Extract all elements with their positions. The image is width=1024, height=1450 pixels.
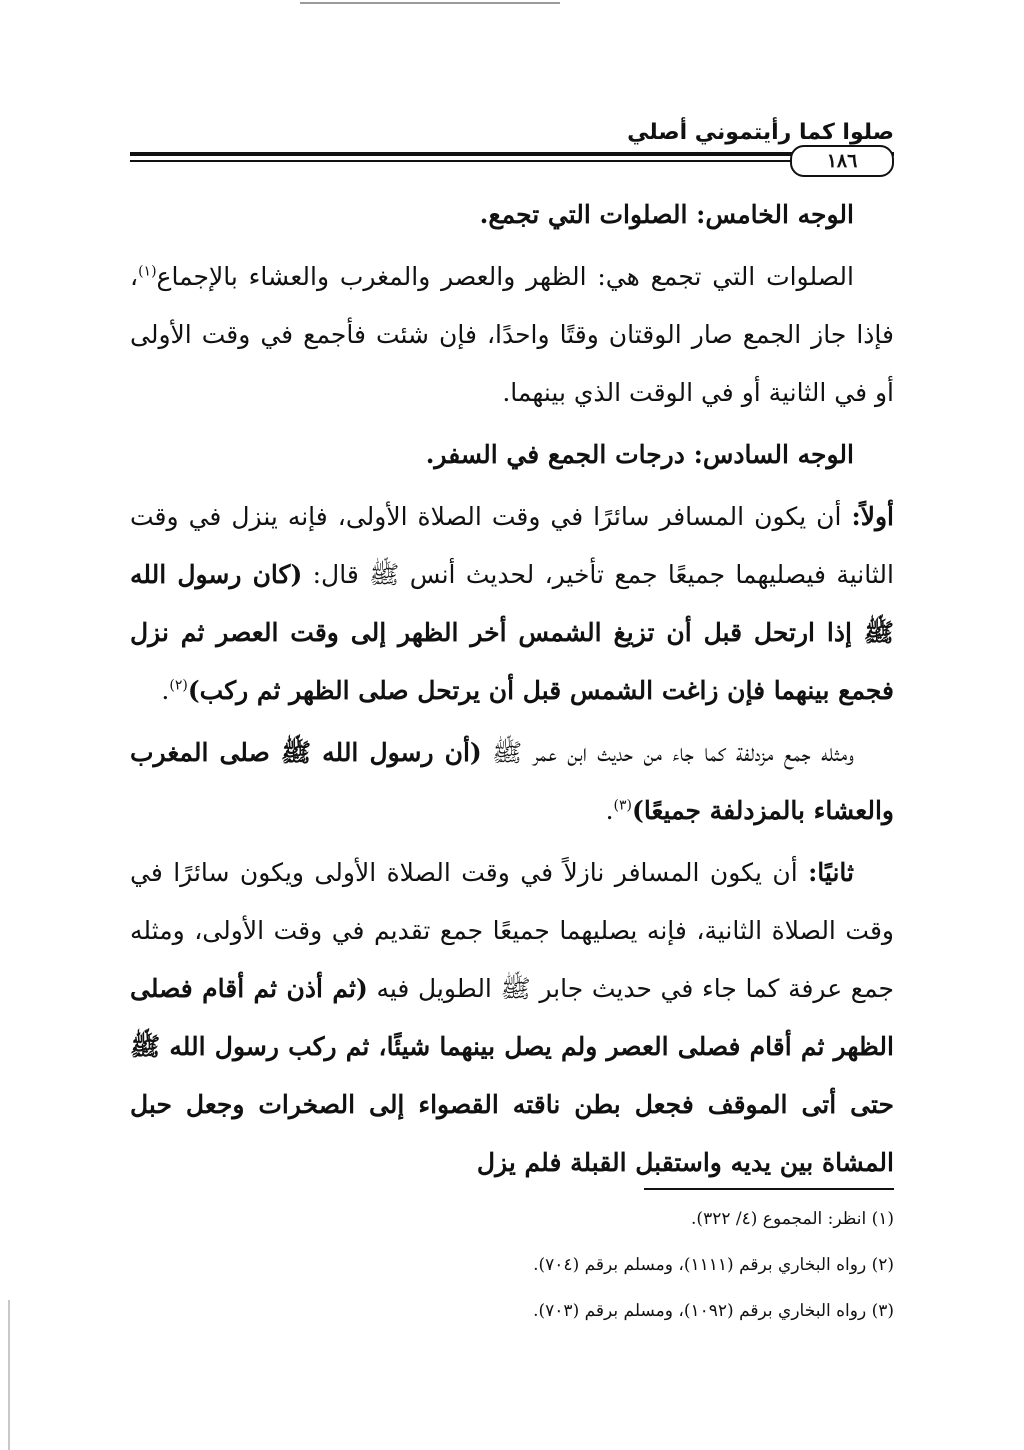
- footnotes: [130, 1196, 894, 1334]
- page-header: [130, 120, 894, 180]
- book-title: صلوا كما رأيتموني أصلي: [627, 120, 894, 145]
- paragraph-4-lead: ثانيًا:: [808, 858, 854, 887]
- section-heading-6: الوجه السادس: درجات الجمع في السفر.: [425, 440, 854, 469]
- page-number: ١٨٦: [790, 145, 894, 177]
- paragraph-3-end: .: [605, 796, 614, 825]
- paragraph-2-text: أن يكون المسافر سائرًا في وقت الصلاة الأولى، فإنه ينزل في وقت الثانية فيصليهما جميعًا جمع تأخير، لحديث أنس ﷺ قال:: [130, 502, 894, 589]
- paragraph-3-quote: (أن رسول الله ﷺ صلى المغرب والعشاء بالمزدلفة جميعًا): [130, 738, 894, 825]
- footnote-separator: [644, 1188, 894, 1190]
- paragraph-2: [130, 488, 894, 720]
- section-heading-5: الوجه الخامس: الصلوات التي تجمع.: [479, 200, 854, 229]
- paragraph-4-quote: (ثم أذن ثم أقام فصلى الظهر ثم أقام فصلى العصر ولم يصل بينهما شيئًا، ثم ركب رسول الله ﷺ حتى أتى الموقف فجعل بطن ناقته القصواء إلى الصخرات وجعل حبل المشاة بين يديه واستقبل القبلة فلم يزل: [130, 974, 894, 1177]
- paragraph-2-lead: أولاً:: [851, 502, 894, 531]
- paragraph-3-text: ومثله جمع مزدلفة كما جاء من حديث ابن عمر ﷺ: [481, 738, 854, 767]
- footnote-ref-2[interactable]: (٢): [169, 677, 188, 694]
- scan-margin-mark: [8, 1300, 10, 1450]
- scan-edge-line: [300, 2, 560, 4]
- footnote-ref-1[interactable]: (١): [138, 263, 157, 280]
- footnote-ref-3[interactable]: (٣): [613, 797, 633, 814]
- paragraph-2-quote: (كان رسول الله ﷺ إذا ارتحل قبل أن تزيغ الشمس أخر الظهر إلى وقت العصر ثم نزل فجمع بينهما فإن زاغت الشمس قبل أن يرتحل صلى الظهر ثم ركب): [130, 560, 894, 705]
- paragraph-4-text: أن يكون المسافر نازلاً في وقت الصلاة الأولى ويكون سائرًا في وقت الصلاة الثانية، فإنه يصليهما جميعًا جمع تقديم في وقت الأولى، ومثله جمع عرفة كما جاء في حديث جابر ﷺ الطويل فيه: [130, 858, 895, 1003]
- page-body: [130, 186, 894, 1196]
- footnote-3: (٣) رواه البخاري برقم (١٠٩٢)، ومسلم برقم (٧٠٣).: [533, 1301, 894, 1321]
- header-rule-thin: [130, 160, 894, 162]
- paragraph-4: [130, 844, 894, 1192]
- paragraph-1-text: الصلوات التي تجمع هي: الظهر والعصر والمغرب والعشاء بالإجماع: [156, 262, 854, 291]
- footnote-2: (٢) رواه البخاري برقم (١١١١)، ومسلم برقم (٧٠٤).: [533, 1255, 894, 1275]
- paragraph-1: [130, 248, 894, 422]
- paragraph-3: [130, 724, 894, 840]
- footnote-1: (١) انظر: المجموع (٤/ ٣٢٢).: [691, 1209, 894, 1229]
- header-rule-thick: [130, 152, 894, 156]
- paragraph-1-text-cont: ، فإذا جاز الجمع صار الوقتان وقتًا واحدًا، فإن شئت فأجمع في وقت الأولى أو في الثانية أو في الوقت الذي بينهما.: [130, 262, 894, 407]
- paragraph-2-end: .: [161, 676, 170, 705]
